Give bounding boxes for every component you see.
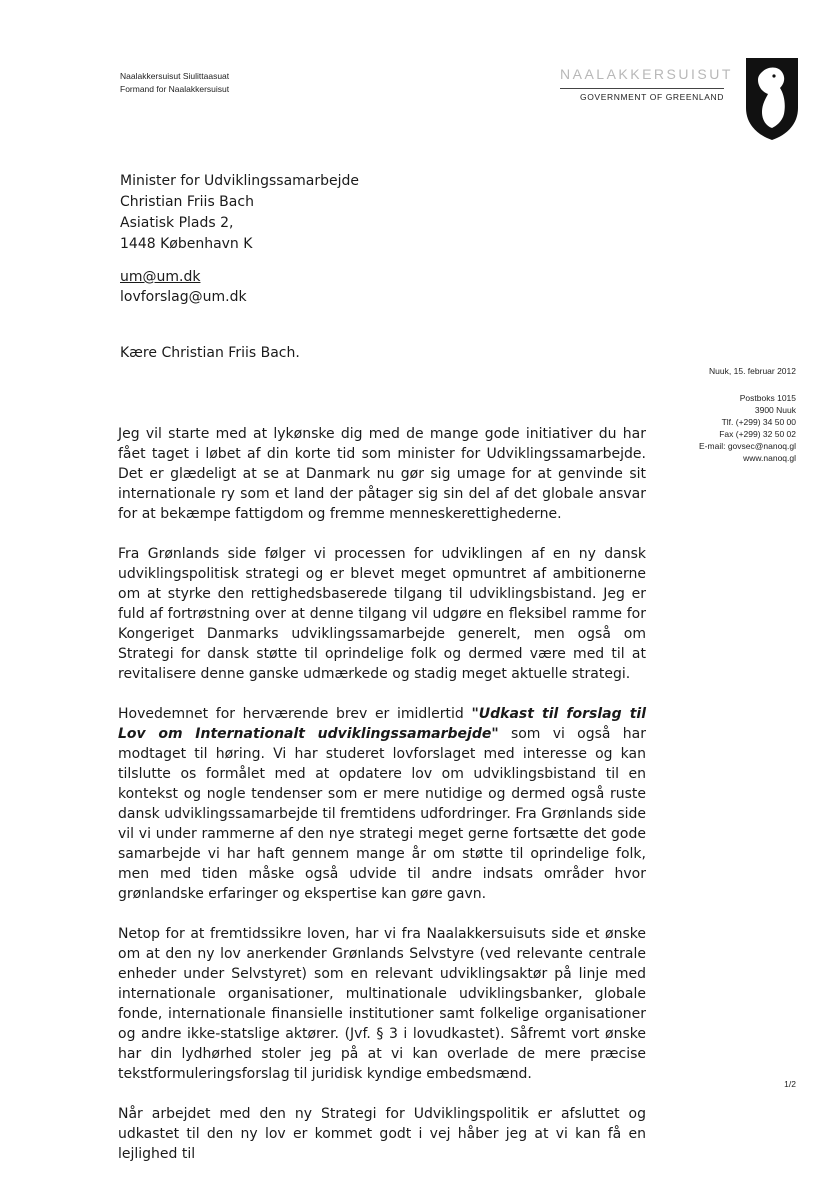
- polar-bear-crest-icon: [744, 56, 800, 142]
- paragraph: Når arbejdet med den ny Strategi for Udviklingspolitik er afsluttet og udkastet til den ny lov er kommet godt i vej håber jeg at vi kan få en lejlighed til: [118, 1106, 646, 1162]
- brand-divider: [560, 88, 724, 89]
- sender-line: Naalakkersuisut Siulittaasuat: [120, 71, 230, 81]
- greeting: Kære Christian Friis Bach.: [120, 345, 300, 361]
- brand-name-en: GOVERNMENT OF GREENLAND: [580, 92, 724, 102]
- contact-block: [660, 392, 796, 464]
- contact-line: www.nanoq.gl: [743, 453, 796, 463]
- brand-name-kl: NAALAKKERSUISUT: [560, 66, 733, 82]
- address-line: Christian Friis Bach: [120, 194, 254, 210]
- paragraph: Netop for at fremtidssikre loven, har vi fra Naalakkersuisuts side et ønske om at den ny lov anerkender Grønlands Selvstyre (ved relevante centrale enheder under Selvstyret) som en relevant udviklingsaktør på linje med internationale organisationer, multinationale udviklingsbanker, globale fonde, internationale finansielle institutioner samt folkelige organisationer og andre ikke-statslige aktører. (Jvf. § 3 i lovudkastet). Såfremt vort ønske har din lydhørhed stoler jeg på at vi kan overlade de mere præcise tekstformuleringsforslag til juridisk kyndige embedsmænd.: [118, 926, 646, 1082]
- paragraph-text: Hovedemnet for herværende brev er imidlertid: [118, 706, 472, 722]
- recipient-emails: [120, 267, 247, 307]
- law-title: "Udkast til forslag til Lov om Internationalt udviklingssamarbejde": [118, 706, 646, 742]
- address-line: Asiatisk Plads 2,: [120, 215, 234, 231]
- email-text: lovforslag@um.dk: [120, 289, 247, 305]
- contact-line: E-mail: govsec@nanoq.gl: [699, 441, 796, 451]
- recipient-address: [120, 171, 359, 255]
- sender-line: Formand for Naalakkersuisut: [120, 84, 230, 94]
- contact-line: Fax (+299) 32 50 02: [719, 429, 796, 439]
- address-line: Minister for Udviklingssamarbejde: [120, 173, 360, 189]
- sender-block: [120, 70, 229, 96]
- contact-line: 3900 Nuuk: [754, 405, 796, 415]
- paragraph: Jeg vil starte med at lykønske dig med de mange gode initiativer du har fået taget i løbet af din korte tid som minister for Udviklingssamarbejde. Det er glædeligt at se at Danmark nu gør sig umage for at genvinde sit internationale ry som et land der påtager sig sin del af det globale ansvar for at bekæmpe fattigdom og fremme menneskerettighederne.: [118, 426, 646, 522]
- letter-date: Nuuk, 15. februar 2012: [709, 366, 796, 376]
- contact-line: Tlf. (+299) 34 50 00: [721, 417, 796, 427]
- letter-body: [118, 424, 646, 1184]
- page-number: 1/2: [784, 1079, 796, 1089]
- brand-block: [560, 64, 733, 102]
- contact-line: Postboks 1015: [739, 393, 796, 403]
- email-link[interactable]: um@um.dk: [120, 269, 201, 285]
- paragraph: [118, 704, 646, 904]
- paragraph-text: som vi også har modtaget til høring. Vi har studeret lovforslaget med interesse og kan tilslutte os formålet med at opdatere lov om udviklingsbistand til en kontekst og nogle tendenser som er mere nutidige og dermed også ruste dansk udviklingssamarbejde til fremtidens udfordringer. Fra Grønlands side vil vi under rammerne af den nye strategi meget gerne fortsætte det gode samarbejde vi har haft gennem mange år om støtte til oprindelige folk, men med tiden måske også udvide til andre indsats områder hvor grønlandske erfaringer og ekspertise kan gøre gavn.: [118, 726, 646, 902]
- paragraph: Fra Grønlands side følger vi processen for udviklingen af en ny dansk udviklingspolitisk strategi og er blevet meget opmuntret af ambitionerne om at styrke den rettighedsbaserede tilgang til udviklingsbistand. Jeg er fuld af fortrøstning over at denne tilgang vil udgøre en fleksibel ramme for Kongeriget Danmarks udviklingssamarbejde generelt, men også om Strategi for dansk støtte til oprindelige folk og dermed være med til at revitalisere denne ganske udmærkede og stadig meget aktuelle strategi.: [118, 546, 646, 682]
- address-line: 1448 København K: [120, 236, 253, 252]
